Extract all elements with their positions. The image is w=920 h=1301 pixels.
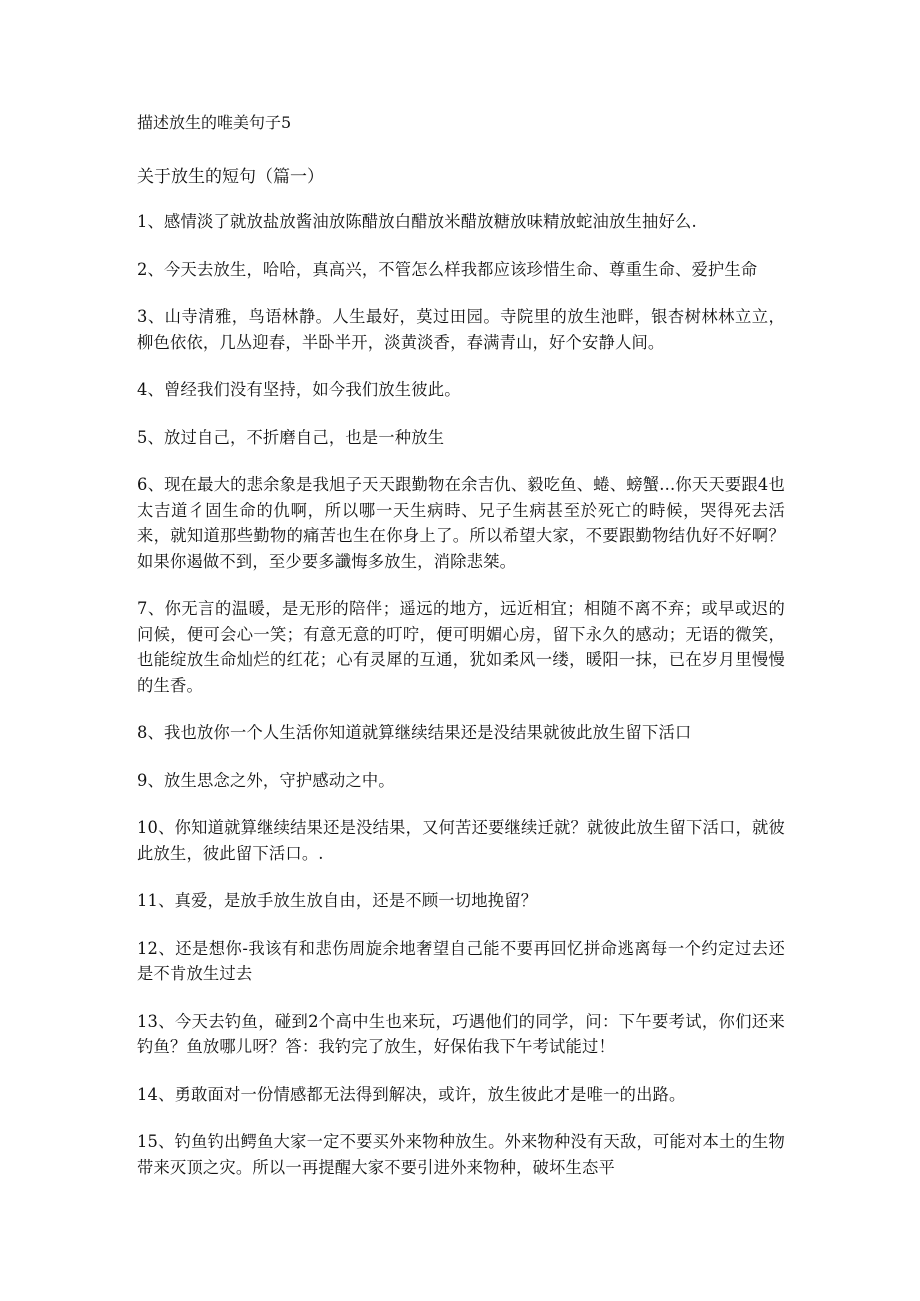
list-item: 12、还是想你-我该有和悲伤周旋余地奢望自己能不要再回忆拼命逃离每一个约定过去还是不肯放生过去 [137, 938, 785, 983]
list-item: 11、真爱，是放手放生放自由，还是不顾一切地挽留？ [137, 891, 538, 910]
list-item: 1、感情淡了就放盐放酱油放陈醋放白醋放米醋放糖放味精放蛇油放生抽好么. [137, 212, 697, 231]
list-item: 2、今天去放生，哈哈，真高兴，不管怎么样我都应该珍惜生命、尊重生命、爱护生命 [137, 259, 758, 279]
list-item: 14、勇敢面对一份情感都无法得到解决，或许，放生彼此才是唯一的出路。 [137, 1084, 686, 1104]
list-item: 7、你无言的温暖，是无形的陪伴；遥远的地方，远近相宜；相随不离不弃；或早或迟的问候，便可会心一笑；有意无意的叮咛，便可明媚心房，留下永久的感动；无语的微笑，也能绽放生命灿烂的红花；心有灵犀的互通，犹如柔风一缕，暖阳一抹，已在岁月里慢慢的生香。 [137, 599, 785, 695]
document-title: 描述放生的唯美句子5 [137, 113, 292, 132]
list-item: 15、钓鱼钓出鳄鱼大家一定不要买外来物种放生。外来物种没有天敌，可能对本土的生物带来灭顶之灾。所以一再提醒大家不要引进外来物种，破坏生态平 [137, 1132, 785, 1177]
list-item: 5、放过自己，不折磨自己，也是一种放生 [137, 427, 445, 447]
list-item: 9、放生思念之外，守护感动之中。 [137, 770, 395, 790]
list-item: 13、今天去钓鱼，碰到2个高中生也来玩，巧遇他们的同学，问：下午要考试，你们还来钓鱼？鱼放哪儿呀？答：我钓完了放生，好保佑我下午考试能过！ [137, 1011, 785, 1056]
section-heading: 关于放生的短句（篇一） [137, 167, 324, 187]
sentence-list [137, 209, 785, 1180]
list-item: 6、现在最大的悲余象是我旭子天天跟勤物在余吉仇、毅吃鱼、蜷、螃蟹...你天天要跟4也太吉道彳固生命的仇啊，所以哪一天生病時、兄子生病甚至於死亡的畤候，哭得死去活来，就知道那些勤物的痛苦也生在你身上了。所以希望大家，不要跟勤物结仇好不好啊？如果你遏做不到，至少要多讖悔多放生，消除悲桀。 [137, 475, 785, 571]
list-item: 3、山寺清雅，鸟语林静。人生最好，莫过田园。寺院里的放生池畔，银杏树林林立立，柳色依依，几丛迎春，半卧半开，淡黄淡香，春满青山，好个安静人间。 [137, 307, 785, 352]
document-page [137, 112, 785, 1202]
list-item: 4、曾经我们没有坚持，如今我们放生彼此。 [137, 380, 461, 399]
list-item: 10、你知道就算继续结果还是没结果，又何苦还要继续迁就？就彼此放生留下活口，就彼此放生，彼此留下活口。. [137, 818, 785, 863]
list-item: 8、我也放你一个人生活你知道就算继续结果还是没结果就彼此放生留下活口 [137, 723, 692, 742]
